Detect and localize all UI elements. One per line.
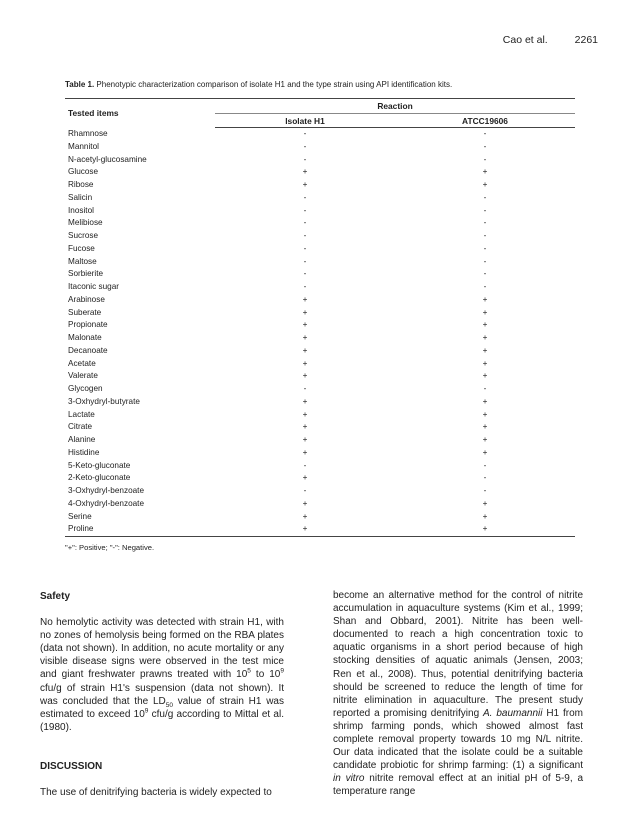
isolate-h1-cell: - (303, 154, 307, 164)
safety-heading: Safety (40, 591, 71, 602)
atcc19606-cell: + (395, 523, 575, 536)
isolate-h1-cell: - (303, 205, 307, 215)
table-row (65, 141, 575, 154)
col-header-atcc19606: ATCC19606 (395, 114, 575, 128)
table-row (65, 409, 575, 422)
left-column (40, 590, 284, 799)
right-column-paragraph: become an alternative method for the control of nitrite accumulation in aquaculture systems (Kim et al., 1999; Shan and Obbard, 2001). Nitrite has been well-documented to reach a high concentration toxic to aquatic organisms in a short period because of high stocking densities of aquatic animals (Jensen, 2003; Ren et al., 2008). Thus, potential denitrifying bacteria should be screened to reduce the length of time for nitrite elimination in aquaculture. The present study reported a promising denitrifying A. baumannii H1 from shrimp farming ponds, which showed almost fast complete removal property towards 10 mg N/L nitrite. Our data indicated that the isolate could be a suitable candidate probiotic for shrimp farming: (1) a significant in vitro nitrite removal effect at an initial pH of 5-9, a temperature range (333, 590, 584, 798)
discussion-paragraph: The use of denitrifying bacteria is widely expected to (40, 787, 272, 799)
isolate-h1-cell: + (302, 409, 308, 419)
table-row (65, 268, 575, 281)
table-row (65, 434, 575, 447)
isolate-h1-cell: - (303, 460, 307, 470)
col-header-reaction: Reaction (215, 99, 575, 114)
table-row (65, 421, 575, 434)
atcc19606-cell: - (483, 282, 487, 291)
table-body (65, 128, 575, 537)
atcc19606-cell: + (482, 345, 488, 355)
atcc19606-cell: - (483, 154, 487, 164)
tested-item-cell: Maltose (68, 256, 97, 266)
table-row (65, 485, 575, 498)
table-row (65, 498, 575, 511)
tested-item-cell: Suberate (68, 307, 102, 317)
running-head (503, 34, 598, 46)
isolate-h1-cell: + (302, 422, 308, 432)
tested-item-cell: Melibiose (68, 218, 103, 228)
isolate-h1-cell: - (303, 256, 307, 266)
isolate-h1-cell: - (303, 486, 307, 495)
right-column (333, 589, 583, 799)
tested-item-cell: Decanoate (68, 345, 108, 355)
atcc19606-cell: + (482, 511, 488, 521)
tested-item-cell: 5-Keto-gluconate (68, 460, 131, 470)
col-header-tested-items: Tested items (65, 99, 215, 128)
isolate-h1-cell: + (302, 333, 308, 342)
isolate-h1-cell: + (302, 358, 308, 368)
atcc19606-cell: - (483, 205, 487, 215)
table-row (65, 358, 575, 371)
table-caption-label: Table 1. (65, 80, 95, 89)
isolate-h1-cell: + (215, 523, 395, 536)
atcc19606-cell: - (483, 218, 487, 228)
isolate-h1-cell: - (303, 243, 307, 253)
table-row (65, 294, 575, 307)
table-row (65, 307, 575, 320)
table-caption-text: Phenotypic characterization comparison of isolate H1 and the type strain using API identification kits. (94, 80, 453, 89)
table-row (65, 472, 575, 485)
tested-item-cell: Itaconic sugar (68, 282, 119, 291)
table-row (65, 256, 575, 269)
tested-item-cell: Acetate (68, 358, 96, 368)
tested-item-cell: Rhamnose (68, 128, 108, 138)
table-row (65, 370, 575, 383)
isolate-h1-cell: - (303, 384, 307, 393)
running-head-authors: Cao et al. (502, 34, 548, 46)
atcc19606-cell: - (483, 141, 487, 151)
tested-item-cell: Inositol (68, 205, 94, 215)
atcc19606-cell: + (482, 307, 488, 317)
tested-item-cell: N-acetyl-glucosamine (68, 154, 147, 164)
atcc19606-cell: - (483, 231, 487, 240)
atcc19606-cell: - (483, 192, 487, 202)
safety-paragraph: No hemolytic activity was detected with strain H1, with no zones of hemolysis being formed on the RBA plates (data not shown). In addition, no acute mortality or any visible disease signs were observed in the test mice and giant freshwater prawns treated with $10^5$ to $10^9$ cfu/g of strain H1's suspension (data not shown). It was concluded that the $LD_{50}$ value of strain H1 was estimated to exceed $10^9$ cfu/g according to Mittal et al. (1980). (40, 617, 284, 733)
atcc19606-cell: + (482, 371, 488, 381)
isolate-h1-cell: - (303, 141, 307, 151)
tested-item-cell: Serine (68, 511, 92, 521)
tested-item-cell: 2-Keto-gluconate (68, 473, 131, 483)
isolate-h1-cell: - (303, 231, 307, 240)
tested-item-cell: Fucose (68, 243, 95, 253)
tested-item-cell: Ribose (68, 180, 94, 189)
table-row (65, 281, 575, 294)
tested-item-cell: Malonate (68, 333, 102, 342)
table-row (65, 128, 575, 141)
isolate-h1-cell: + (302, 307, 308, 317)
isolate-h1-cell: - (303, 129, 307, 138)
table-row (65, 396, 575, 409)
isolate-h1-cell: - (303, 282, 307, 291)
tested-item-cell: 3-Oxhydryl-butyrate (68, 396, 140, 406)
atcc19606-cell: - (483, 269, 487, 279)
tested-item-cell: Proline (65, 523, 215, 536)
atcc19606-cell: + (482, 409, 488, 419)
tested-item-cell: Salicin (68, 192, 93, 202)
isolate-h1-cell: - (303, 269, 307, 279)
tested-item-cell: Arabinose (68, 294, 105, 304)
isolate-h1-cell: + (302, 320, 308, 330)
atcc19606-cell: - (483, 243, 487, 253)
col-header-isolate-h1: Isolate H1 (215, 114, 395, 128)
tested-item-cell: Propionate (68, 320, 108, 330)
phenotype-table (65, 98, 575, 537)
isolate-h1-cell: + (302, 180, 308, 189)
atcc19606-cell: - (483, 473, 487, 483)
table-row (65, 460, 575, 473)
isolate-h1-cell: + (302, 294, 308, 304)
atcc19606-cell: + (482, 396, 488, 406)
tested-item-cell: 4-Oxhydryl-benzoate (68, 498, 144, 508)
table-row (65, 383, 575, 396)
isolate-h1-cell: + (302, 511, 308, 521)
tested-item-cell: Citrate (68, 422, 93, 432)
atcc19606-cell: - (483, 460, 487, 470)
tested-item-cell: Valerate (68, 371, 98, 381)
isolate-h1-cell: + (302, 396, 308, 406)
discussion-heading: DISCUSSION (40, 760, 103, 772)
atcc19606-cell: + (482, 358, 488, 368)
tested-item-cell: Mannitol (68, 141, 99, 151)
atcc19606-cell: - (483, 256, 487, 266)
atcc19606-cell: + (482, 333, 488, 342)
page-number: 2261 (574, 34, 598, 46)
table-row (65, 230, 575, 243)
table-caption (65, 80, 585, 90)
isolate-h1-cell: + (302, 371, 308, 381)
table-row (65, 511, 575, 524)
tested-item-cell: Histidine (68, 447, 100, 457)
atcc19606-cell: + (482, 320, 488, 330)
atcc19606-cell: + (482, 447, 488, 457)
table-row (65, 154, 575, 167)
table-row (65, 345, 575, 358)
isolate-h1-cell: + (302, 345, 308, 355)
atcc19606-cell: + (482, 435, 488, 444)
isolate-h1-cell: - (303, 192, 307, 202)
tested-item-cell: Alanine (68, 435, 96, 444)
tested-item-cell: Sorbierite (68, 269, 104, 279)
atcc19606-cell: - (483, 486, 487, 495)
table-row (65, 332, 575, 345)
table-row (65, 205, 575, 218)
table-row (65, 319, 575, 332)
atcc19606-cell: + (482, 422, 488, 432)
tested-item-cell: 3-Oxhydryl-benzoate (68, 486, 144, 495)
table-row (65, 179, 575, 192)
atcc19606-cell: + (482, 180, 488, 189)
atcc19606-cell: - (483, 384, 487, 393)
isolate-h1-cell: + (302, 435, 308, 444)
atcc19606-cell: + (482, 294, 488, 304)
table-row (65, 166, 575, 179)
table-row (65, 217, 575, 230)
tested-item-cell: Sucrose (68, 231, 99, 240)
table-row (65, 447, 575, 460)
tested-item-cell: Lactate (68, 409, 95, 419)
table-row (65, 192, 575, 205)
isolate-h1-cell: + (302, 498, 308, 508)
tested-item-cell: Glucose (68, 167, 99, 177)
atcc19606-cell: - (483, 129, 487, 138)
isolate-h1-cell: - (303, 218, 307, 228)
atcc19606-cell: + (482, 167, 488, 177)
table-footnote: "+": Positive; "-": Negative. (65, 543, 155, 552)
isolate-h1-cell: + (302, 473, 308, 483)
table-row (65, 523, 575, 536)
isolate-h1-cell: + (302, 447, 308, 457)
atcc19606-cell: + (482, 498, 488, 508)
isolate-h1-cell: + (302, 167, 308, 177)
tested-item-cell: Glycogen (68, 384, 103, 393)
table-row (65, 243, 575, 256)
